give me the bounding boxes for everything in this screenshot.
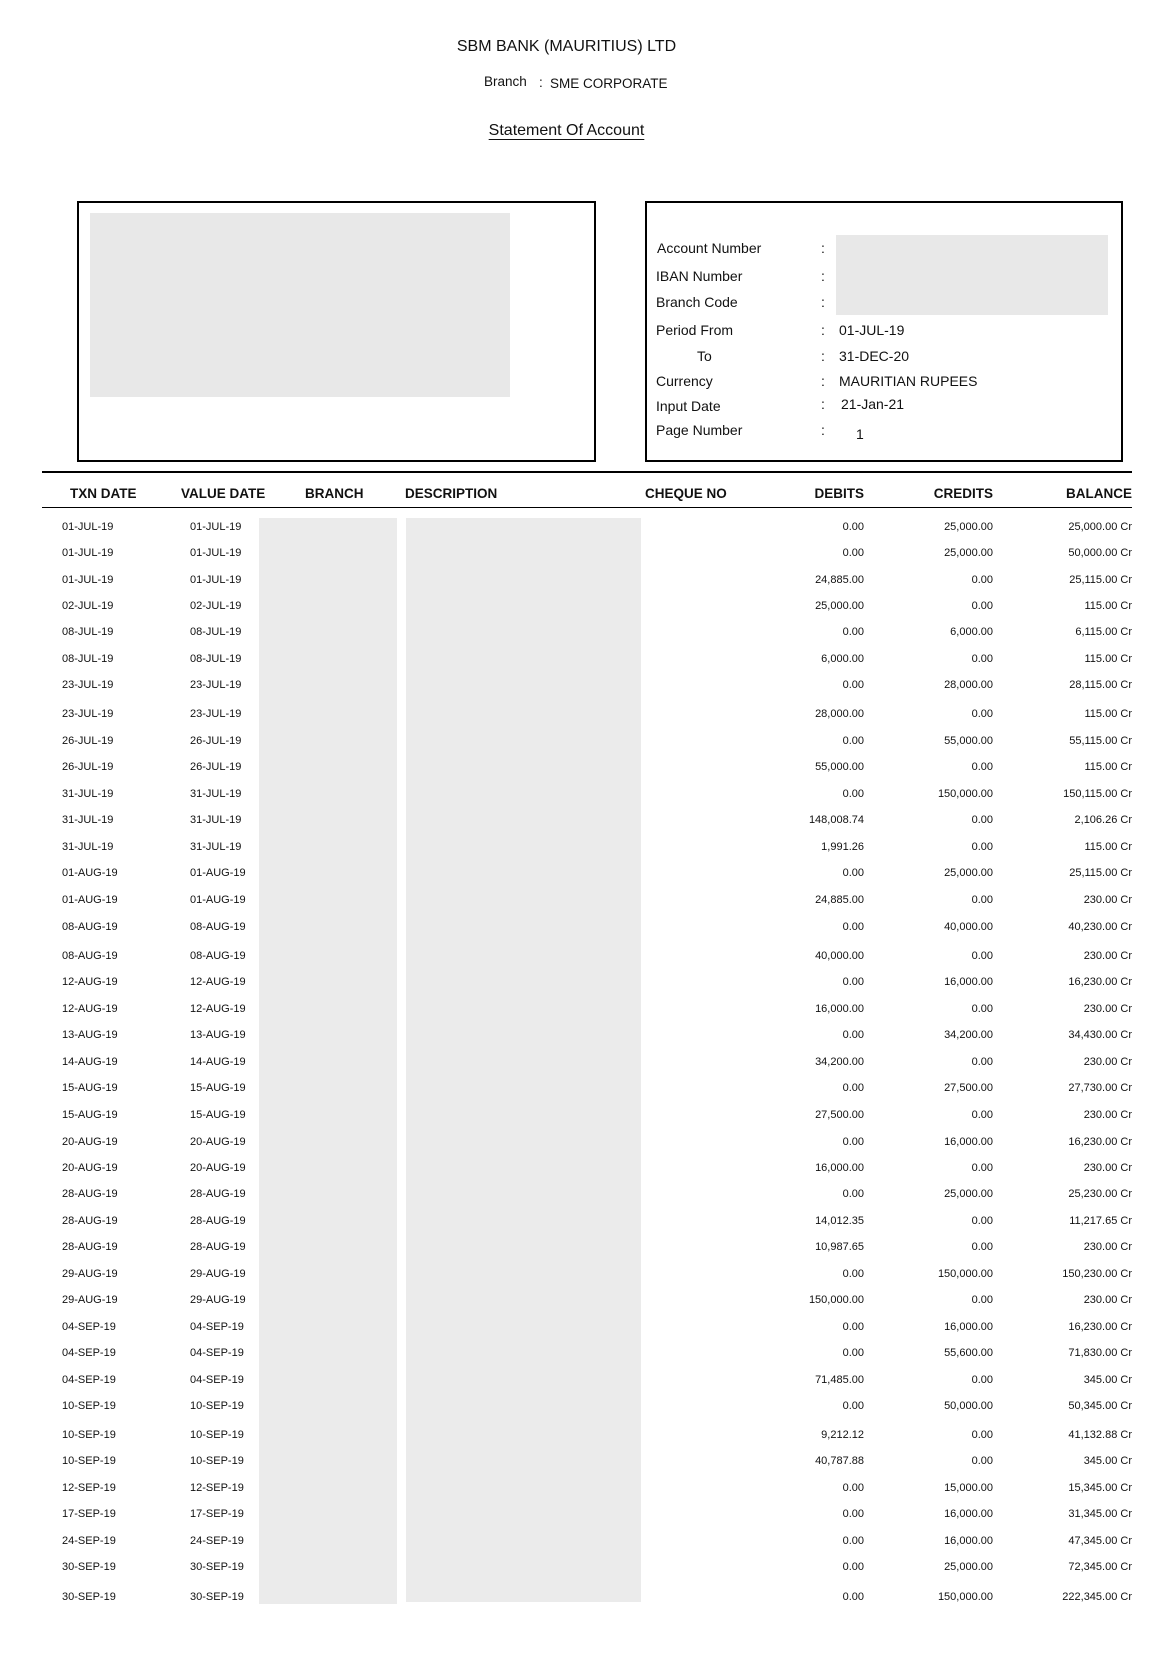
value-date-cell: 29-AUG-19 <box>190 1294 246 1306</box>
value-date-cell: 02-JUL-19 <box>190 600 242 612</box>
debit-cell: 34,200.00 <box>815 1056 864 1068</box>
debit-cell: 40,000.00 <box>815 950 864 962</box>
txn-date-cell: 08-AUG-19 <box>62 950 118 962</box>
account-details-redaction <box>836 235 1108 315</box>
txn-date-cell: 15-AUG-19 <box>62 1109 118 1121</box>
balance-cell: 25,115.00 Cr <box>1069 867 1132 879</box>
txn-date-cell: 08-AUG-19 <box>62 921 118 933</box>
value-date-cell: 12-AUG-19 <box>190 1003 246 1015</box>
debit-cell: 0.00 <box>842 1188 864 1200</box>
balance-cell: 230.00 Cr <box>1083 1109 1132 1121</box>
balance-cell: 222,345.00 Cr <box>1062 1591 1132 1603</box>
txn-date-cell: 02-JUL-19 <box>62 600 114 612</box>
value-date-cell: 04-SEP-19 <box>190 1374 244 1386</box>
balance-cell: 31,345.00 Cr <box>1068 1508 1132 1520</box>
balance-cell: 230.00 Cr <box>1083 1162 1132 1174</box>
page-number-colon: : <box>821 422 825 438</box>
value-date-cell: 23-JUL-19 <box>190 679 242 691</box>
debit-cell: 0.00 <box>842 976 864 988</box>
branch-code-colon: : <box>821 294 825 310</box>
page-number-value: 1 <box>856 426 864 442</box>
value-date-cell: 17-SEP-19 <box>190 1508 244 1520</box>
txn-date-cell: 12-AUG-19 <box>62 976 118 988</box>
balance-cell: 115.00 Cr <box>1084 761 1132 773</box>
currency-label: Currency <box>656 373 713 389</box>
txn-date-cell: 31-JUL-19 <box>62 788 114 800</box>
credit-cell: 0.00 <box>971 1162 993 1174</box>
value-date-cell: 30-SEP-19 <box>190 1591 244 1603</box>
credit-cell: 0.00 <box>971 574 993 586</box>
credit-cell: 25,000.00 <box>944 867 993 879</box>
debit-cell: 0.00 <box>842 626 864 638</box>
balance-cell: 115.00 Cr <box>1084 841 1132 853</box>
value-date-cell: 28-AUG-19 <box>190 1215 246 1227</box>
txn-date-cell: 20-AUG-19 <box>62 1162 118 1174</box>
balance-cell: 345.00 Cr <box>1083 1455 1132 1467</box>
txn-date-cell: 30-SEP-19 <box>62 1561 116 1573</box>
txn-date-cell: 12-AUG-19 <box>62 1003 118 1015</box>
value-date-cell: 01-AUG-19 <box>190 867 246 879</box>
input-date-value: 21-Jan-21 <box>841 396 905 412</box>
statement-title <box>0 122 1133 140</box>
debit-cell: 0.00 <box>842 1535 864 1547</box>
debit-cell: 55,000.00 <box>815 761 864 773</box>
debit-cell: 150,000.00 <box>808 1294 864 1306</box>
debit-cell: 0.00 <box>842 1591 864 1603</box>
page-number-label: Page Number <box>656 422 743 438</box>
value-date-cell: 14-AUG-19 <box>190 1056 246 1068</box>
txn-date-cell: 04-SEP-19 <box>62 1347 116 1359</box>
credit-cell: 16,000.00 <box>944 1535 993 1547</box>
txn-date-cell: 10-SEP-19 <box>62 1455 116 1467</box>
balance-cell: 28,115.00 Cr <box>1069 679 1132 691</box>
debit-cell: 28,000.00 <box>815 708 864 720</box>
credit-cell: 16,000.00 <box>944 1136 993 1148</box>
txn-date-cell: 04-SEP-19 <box>62 1374 116 1386</box>
period-to-label: To <box>697 348 712 364</box>
txn-date-cell: 10-SEP-19 <box>62 1429 116 1441</box>
value-date-cell: 30-SEP-19 <box>190 1561 244 1573</box>
credit-cell: 34,200.00 <box>944 1029 993 1041</box>
credit-cell: 0.00 <box>971 708 993 720</box>
period-from-value: 01-JUL-19 <box>839 322 905 338</box>
balance-cell: 71,830.00 Cr <box>1068 1347 1132 1359</box>
debit-cell: 0.00 <box>842 1347 864 1359</box>
credit-cell: 50,000.00 <box>944 1400 993 1412</box>
credit-cell: 55,600.00 <box>944 1347 993 1359</box>
balance-cell: 150,115.00 Cr <box>1063 788 1132 800</box>
currency-value: MAURITIAN RUPEES <box>839 373 978 389</box>
value-date-cell: 04-SEP-19 <box>190 1321 244 1333</box>
statement-title-text: Statement Of Account <box>488 122 645 139</box>
balance-cell: 2,106.26 Cr <box>1074 814 1132 826</box>
balance-cell: 230.00 Cr <box>1083 1294 1132 1306</box>
value-date-cell: 04-SEP-19 <box>190 1347 244 1359</box>
value-date-cell: 20-AUG-19 <box>190 1136 246 1148</box>
txn-date-cell: 13-AUG-19 <box>62 1029 118 1041</box>
txn-date-cell: 01-JUL-19 <box>62 574 114 586</box>
column-header-branch: BRANCH <box>305 486 364 501</box>
balance-cell: 16,230.00 Cr <box>1068 1321 1132 1333</box>
txn-date-cell: 30-SEP-19 <box>62 1591 116 1603</box>
value-date-cell: 31-JUL-19 <box>190 841 242 853</box>
credit-cell: 0.00 <box>971 950 993 962</box>
debit-cell: 0.00 <box>842 1268 864 1280</box>
debit-cell: 6,000.00 <box>821 653 864 665</box>
balance-cell: 11,217.65 Cr <box>1069 1215 1132 1227</box>
credit-cell: 40,000.00 <box>944 921 993 933</box>
debit-cell: 0.00 <box>842 1482 864 1494</box>
credit-cell: 16,000.00 <box>944 976 993 988</box>
debit-cell: 24,885.00 <box>815 574 864 586</box>
balance-cell: 16,230.00 Cr <box>1068 1136 1132 1148</box>
txn-date-cell: 28-AUG-19 <box>62 1188 118 1200</box>
value-date-cell: 01-AUG-19 <box>190 894 246 906</box>
credit-cell: 0.00 <box>971 894 993 906</box>
debit-cell: 10,987.65 <box>815 1241 864 1253</box>
value-date-cell: 13-AUG-19 <box>190 1029 246 1041</box>
credit-cell: 150,000.00 <box>937 788 993 800</box>
value-date-cell: 08-JUL-19 <box>190 626 242 638</box>
debit-cell: 0.00 <box>842 1082 864 1094</box>
credit-cell: 150,000.00 <box>937 1591 993 1603</box>
balance-cell: 230.00 Cr <box>1083 894 1132 906</box>
credit-cell: 0.00 <box>971 1109 993 1121</box>
txn-date-cell: 31-JUL-19 <box>62 814 114 826</box>
debit-cell: 16,000.00 <box>815 1003 864 1015</box>
credit-cell: 0.00 <box>971 1056 993 1068</box>
value-date-cell: 26-JUL-19 <box>190 761 242 773</box>
credit-cell: 0.00 <box>971 814 993 826</box>
txn-date-cell: 14-AUG-19 <box>62 1056 118 1068</box>
period-from-colon: : <box>821 322 825 338</box>
debit-cell: 24,885.00 <box>815 894 864 906</box>
column-header-cheque-no: CHEQUE NO <box>645 486 727 501</box>
txn-date-cell: 29-AUG-19 <box>62 1268 118 1280</box>
debit-cell: 0.00 <box>842 1321 864 1333</box>
txn-date-cell: 01-JUL-19 <box>62 547 114 559</box>
txn-date-cell: 29-AUG-19 <box>62 1294 118 1306</box>
debit-cell: 0.00 <box>842 547 864 559</box>
credit-cell: 25,000.00 <box>944 1188 993 1200</box>
credit-cell: 16,000.00 <box>944 1321 993 1333</box>
txn-date-cell: 01-AUG-19 <box>62 867 118 879</box>
column-header-balance: BALANCE <box>1066 486 1132 501</box>
debit-cell: 14,012.35 <box>815 1215 864 1227</box>
column-header-description: DESCRIPTION <box>405 486 498 501</box>
input-date-colon: : <box>821 396 825 412</box>
txn-date-cell: 20-AUG-19 <box>62 1136 118 1148</box>
table-header-top-rule <box>42 471 1132 473</box>
txn-date-cell: 01-AUG-19 <box>62 894 118 906</box>
txn-date-cell: 26-JUL-19 <box>62 735 114 747</box>
period-to-colon: : <box>821 348 825 364</box>
currency-colon: : <box>821 373 825 389</box>
balance-cell: 6,115.00 Cr <box>1075 626 1132 638</box>
credit-cell: 6,000.00 <box>950 626 993 638</box>
debit-cell: 0.00 <box>842 735 864 747</box>
description-column-redaction <box>406 518 641 1602</box>
credit-cell: 0.00 <box>971 841 993 853</box>
txn-date-cell: 17-SEP-19 <box>62 1508 116 1520</box>
debit-cell: 25,000.00 <box>815 600 864 612</box>
value-date-cell: 08-JUL-19 <box>190 653 242 665</box>
balance-cell: 230.00 Cr <box>1083 950 1132 962</box>
balance-cell: 34,430.00 Cr <box>1068 1029 1132 1041</box>
iban-label: IBAN Number <box>656 268 743 284</box>
value-date-cell: 10-SEP-19 <box>190 1455 244 1467</box>
balance-cell: 115.00 Cr <box>1084 600 1132 612</box>
balance-cell: 15,345.00 Cr <box>1068 1482 1132 1494</box>
debit-cell: 0.00 <box>842 788 864 800</box>
credit-cell: 0.00 <box>971 1003 993 1015</box>
column-header-value-date: VALUE DATE <box>181 486 266 501</box>
credit-cell: 55,000.00 <box>944 735 993 747</box>
debit-cell: 40,787.88 <box>815 1455 864 1467</box>
txn-date-cell: 10-SEP-19 <box>62 1400 116 1412</box>
txn-date-cell: 04-SEP-19 <box>62 1321 116 1333</box>
debit-cell: 71,485.00 <box>815 1374 864 1386</box>
credit-cell: 25,000.00 <box>944 547 993 559</box>
value-date-cell: 08-AUG-19 <box>190 950 246 962</box>
balance-cell: 115.00 Cr <box>1084 653 1132 665</box>
txn-date-cell: 31-JUL-19 <box>62 841 114 853</box>
column-header-credits: CREDITS <box>933 486 993 501</box>
credit-cell: 0.00 <box>971 1294 993 1306</box>
balance-cell: 25,115.00 Cr <box>1069 574 1132 586</box>
value-date-cell: 24-SEP-19 <box>190 1535 244 1547</box>
debit-cell: 9,212.12 <box>821 1429 864 1441</box>
txn-date-cell: 08-JUL-19 <box>62 626 114 638</box>
column-header-txn-date: TXN DATE <box>70 486 137 501</box>
value-date-cell: 20-AUG-19 <box>190 1162 246 1174</box>
value-date-cell: 12-AUG-19 <box>190 976 246 988</box>
debit-cell: 0.00 <box>842 921 864 933</box>
value-date-cell: 29-AUG-19 <box>190 1268 246 1280</box>
debit-cell: 0.00 <box>842 1136 864 1148</box>
value-date-cell: 12-SEP-19 <box>190 1482 244 1494</box>
value-date-cell: 01-JUL-19 <box>190 547 242 559</box>
credit-cell: 28,000.00 <box>944 679 993 691</box>
balance-cell: 25,230.00 Cr <box>1068 1188 1132 1200</box>
column-header-debits: DEBITS <box>814 486 864 501</box>
txn-date-cell: 12-SEP-19 <box>62 1482 116 1494</box>
value-date-cell: 31-JUL-19 <box>190 788 242 800</box>
input-date-label: Input Date <box>656 398 721 414</box>
debit-cell: 0.00 <box>842 1029 864 1041</box>
balance-cell: 55,115.00 Cr <box>1069 735 1132 747</box>
debit-cell: 1,991.26 <box>821 841 864 853</box>
branch-column-redaction <box>259 518 397 1604</box>
balance-cell: 16,230.00 Cr <box>1068 976 1132 988</box>
txn-date-cell: 23-JUL-19 <box>62 679 114 691</box>
txn-date-cell: 01-JUL-19 <box>62 521 114 533</box>
credit-cell: 0.00 <box>971 761 993 773</box>
balance-cell: 47,345.00 Cr <box>1068 1535 1132 1547</box>
credit-cell: 25,000.00 <box>944 1561 993 1573</box>
debit-cell: 0.00 <box>842 1561 864 1573</box>
value-date-cell: 28-AUG-19 <box>190 1241 246 1253</box>
value-date-cell: 08-AUG-19 <box>190 921 246 933</box>
credit-cell: 0.00 <box>971 1429 993 1441</box>
debit-cell: 27,500.00 <box>815 1109 864 1121</box>
account-number-colon: : <box>821 240 825 256</box>
debit-cell: 16,000.00 <box>815 1162 864 1174</box>
balance-cell: 27,730.00 Cr <box>1068 1082 1132 1094</box>
period-to-value: 31-DEC-20 <box>839 348 910 364</box>
value-date-cell: 26-JUL-19 <box>190 735 242 747</box>
credit-cell: 0.00 <box>971 1455 993 1467</box>
balance-cell: 72,345.00 Cr <box>1068 1561 1132 1573</box>
value-date-cell: 15-AUG-19 <box>190 1082 246 1094</box>
credit-cell: 15,000.00 <box>944 1482 993 1494</box>
balance-cell: 150,230.00 Cr <box>1062 1268 1132 1280</box>
branch-colon: : <box>539 75 543 90</box>
value-date-cell: 10-SEP-19 <box>190 1400 244 1412</box>
value-date-cell: 15-AUG-19 <box>190 1109 246 1121</box>
value-date-cell: 31-JUL-19 <box>190 814 242 826</box>
period-from-label: Period From <box>656 322 734 338</box>
balance-cell: 345.00 Cr <box>1083 1374 1132 1386</box>
txn-date-cell: 08-JUL-19 <box>62 653 114 665</box>
value-date-cell: 23-JUL-19 <box>190 708 242 720</box>
balance-cell: 230.00 Cr <box>1083 1056 1132 1068</box>
txn-date-cell: 28-AUG-19 <box>62 1241 118 1253</box>
balance-cell: 115.00 Cr <box>1084 708 1132 720</box>
table-header-bottom-rule <box>42 507 1132 508</box>
balance-cell: 41,132.88 Cr <box>1068 1429 1132 1441</box>
credit-cell: 0.00 <box>971 1241 993 1253</box>
branch-value: SME CORPORATE <box>550 76 668 91</box>
balance-cell: 50,345.00 Cr <box>1068 1400 1132 1412</box>
account-number-label: Account Number <box>657 240 762 256</box>
value-date-cell: 10-SEP-19 <box>190 1429 244 1441</box>
txn-date-cell: 15-AUG-19 <box>62 1082 118 1094</box>
balance-cell: 230.00 Cr <box>1083 1003 1132 1015</box>
debit-cell: 0.00 <box>842 1400 864 1412</box>
iban-colon: : <box>821 268 825 284</box>
branch-code-label: Branch Code <box>656 294 738 310</box>
branch-label: Branch <box>484 74 527 89</box>
credit-cell: 0.00 <box>971 653 993 665</box>
txn-date-cell: 28-AUG-19 <box>62 1215 118 1227</box>
credit-cell: 25,000.00 <box>944 521 993 533</box>
value-date-cell: 01-JUL-19 <box>190 521 242 533</box>
debit-cell: 0.00 <box>842 679 864 691</box>
debit-cell: 0.00 <box>842 521 864 533</box>
balance-cell: 40,230.00 Cr <box>1068 921 1132 933</box>
txn-date-cell: 24-SEP-19 <box>62 1535 116 1547</box>
credit-cell: 0.00 <box>971 600 993 612</box>
txn-date-cell: 23-JUL-19 <box>62 708 114 720</box>
debit-cell: 148,008.74 <box>808 814 864 826</box>
address-redaction <box>90 213 510 397</box>
value-date-cell: 01-JUL-19 <box>190 574 242 586</box>
credit-cell: 0.00 <box>971 1374 993 1386</box>
txn-date-cell: 26-JUL-19 <box>62 761 114 773</box>
bank-name: SBM BANK (MAURITIUS) LTD <box>456 38 677 55</box>
balance-cell: 230.00 Cr <box>1083 1241 1132 1253</box>
credit-cell: 27,500.00 <box>944 1082 993 1094</box>
credit-cell: 0.00 <box>971 1215 993 1227</box>
debit-cell: 0.00 <box>842 867 864 879</box>
balance-cell: 50,000.00 Cr <box>1068 547 1132 559</box>
debit-cell: 0.00 <box>842 1508 864 1520</box>
credit-cell: 16,000.00 <box>944 1508 993 1520</box>
credit-cell: 150,000.00 <box>937 1268 993 1280</box>
value-date-cell: 28-AUG-19 <box>190 1188 246 1200</box>
balance-cell: 25,000.00 Cr <box>1068 521 1132 533</box>
